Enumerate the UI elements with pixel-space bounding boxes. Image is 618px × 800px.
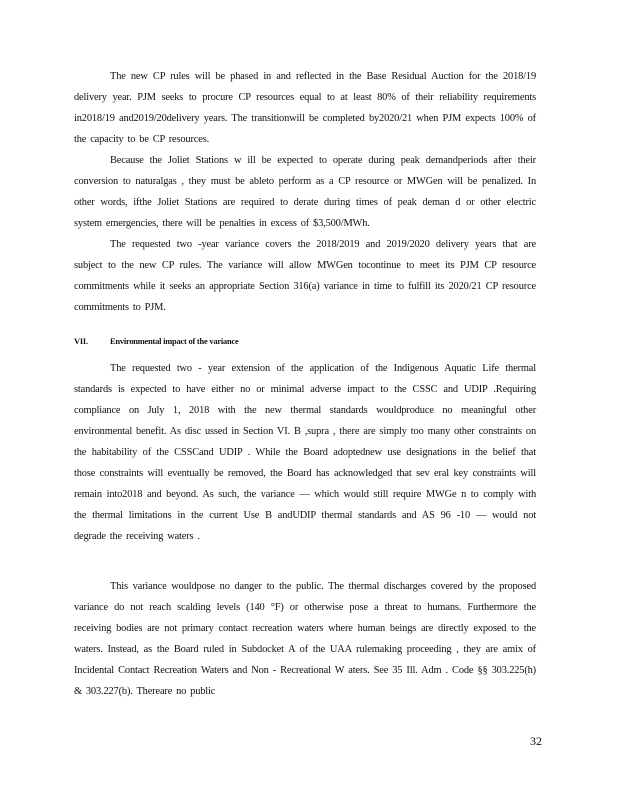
body-text-bottom [74, 576, 536, 702]
paragraph-cp-rules: The new CP rules will be phased in and reflected in the Base Residual Auction for the 2018/19 delivery year. PJM seeks to procure CP resources equal to at least 80% of their reliability requirements in2018/19 and2019/20delivery years. The transitionwill be completed by2020/21 when PJM expects 100% of the capacity to be CP resources. [74, 71, 536, 145]
paragraph-public-danger: This variance wouldpose no danger to the public. The thermal discharges covered by the proposed variance do not reach scalding levels (140 °F) or otherwise pose a threat to humans. Furthermore the receiving bodies are not primary contact recreation waters where human beings are directly exposed to the waters. Instead, as the Board ruled in Subdocket A of the UAA rulemaking proceeding , they are amix of Incidental Contact Recreation Waters and Non - Recreational W aters. See 35 Ill. Adm . Code §§ 303.225(h) & 303.227(b). Thereare no public [74, 581, 536, 697]
body-text-top [74, 66, 536, 318]
paragraph-environmental-impact: The requested two - year extension of the application of the Indigenous Aquatic Life thermal standards is expected to have either no or minimal adverse impact to the CSSC and UDIP .Requiring compliance on July 1, 2018 with the new thermal standards wouldproduce no meaningful other environmental benefit. As disc ussed in Section VI. B ,supra , there are simply too many other constraints on the habitability of the CSSCand UDIP . While the Board adoptednew use designations in the belief that those constraints will eventually be removed, the Board has acknowledged that sev eral key constraints will remain into2018 and beyond. As such, the variance — which would still require MWGe n to comply with the thermal limitations in the current Use B andUDIP thermal standards and AS 96 -10 — would not degrade the receiving waters . [74, 363, 536, 542]
paragraph-joliet-stations: Because the Joliet Stations w ill be expected to operate during peak demandperiods after their conversion to naturalgas , they must be ableto perform as a CP resource or MWGen will be penalized. In other words, ifthe Joliet Stations are required to derate during times of peak deman d or other electric system emergencies, there will be penalties in excess of $3,500/MWh. [74, 155, 536, 229]
section-title: Environmental impact of the variance [110, 337, 239, 346]
section-number: VII. [74, 337, 88, 346]
section-heading [74, 336, 536, 348]
paragraph-requested-variance: The requested two -year variance covers the 2018/2019 and 2019/2020 delivery years that are subject to the new CP rules. The variance will allow MWGen tocontinue to meet its PJM CP resource commitments while it seeks an appropriate Section 316(a) variance in time to fulfill its 2020/21 CP resource commitments to PJM. [74, 239, 536, 313]
page-number: 32 [530, 734, 542, 748]
body-text-section [74, 358, 536, 547]
